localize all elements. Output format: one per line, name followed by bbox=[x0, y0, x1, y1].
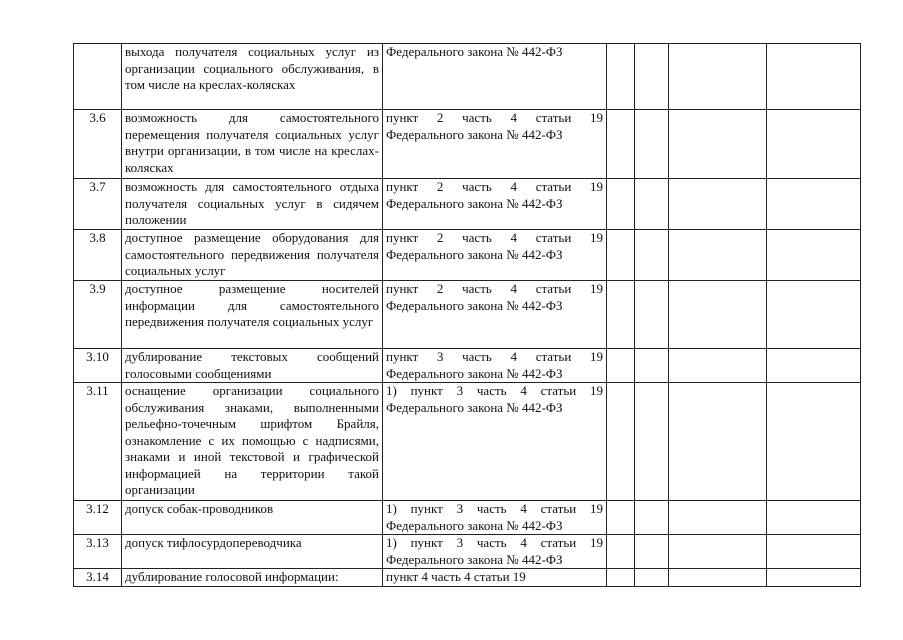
legal-basis-cell: 1) пункт 3 часть 4 статьи 19 Федерального закона № 442-ФЗ bbox=[383, 535, 607, 569]
row-number: 3.9 bbox=[74, 281, 122, 349]
empty-cell bbox=[635, 535, 669, 569]
legal-basis-cell: пункт 2 часть 4 статьи 19 Федерального закона № 442-ФЗ bbox=[383, 281, 607, 349]
empty-cell bbox=[635, 569, 669, 587]
row-number: 3.11 bbox=[74, 383, 122, 501]
empty-cell bbox=[607, 569, 635, 587]
legal-basis-cell: 1) пункт 3 часть 4 статьи 19 Федерального закона № 442-ФЗ bbox=[383, 501, 607, 535]
requirement-cell: дублирование текстовых сообщений голосовыми сообщениями bbox=[122, 349, 383, 383]
requirement-cell: выхода получателя социальных услуг из организации социального обслуживания, в том числе на креслах-колясках bbox=[122, 44, 383, 110]
row-number: 3.14 bbox=[74, 569, 122, 587]
empty-cell bbox=[767, 281, 861, 349]
table-row bbox=[74, 501, 861, 535]
empty-cell bbox=[607, 383, 635, 501]
empty-cell bbox=[767, 230, 861, 281]
empty-cell bbox=[607, 179, 635, 230]
requirement-cell: доступное размещение носителей информации для самостоятельного передвижения получателя социальных услуг bbox=[122, 281, 383, 349]
table-row bbox=[74, 44, 861, 110]
requirement-cell: оснащение организации социального обслуживания знаками, выполненными рельефно-точечным шрифтом Брайля, ознакомление с их помощью с надписями, знаками и иной текстовой и графической информацией на территории такой организации bbox=[122, 383, 383, 501]
legal-basis-cell: Федерального закона № 442-ФЗ bbox=[383, 44, 607, 110]
row-number: 3.10 bbox=[74, 349, 122, 383]
requirement-cell: допуск собак-проводников bbox=[122, 501, 383, 535]
empty-cell bbox=[767, 383, 861, 501]
empty-cell bbox=[669, 383, 767, 501]
row-number: 3.8 bbox=[74, 230, 122, 281]
legal-basis-cell: 1) пункт 3 часть 4 статьи 19 Федерального закона № 442-ФЗ bbox=[383, 383, 607, 501]
empty-cell bbox=[767, 44, 861, 110]
row-number bbox=[74, 44, 122, 110]
empty-cell bbox=[767, 569, 861, 587]
empty-cell bbox=[635, 349, 669, 383]
empty-cell bbox=[607, 230, 635, 281]
empty-cell bbox=[669, 230, 767, 281]
empty-cell bbox=[607, 281, 635, 349]
empty-cell bbox=[669, 349, 767, 383]
empty-cell bbox=[669, 535, 767, 569]
table-row bbox=[74, 230, 861, 281]
row-number: 3.7 bbox=[74, 179, 122, 230]
requirement-cell: дублирование голосовой информации: bbox=[122, 569, 383, 587]
empty-cell bbox=[635, 110, 669, 179]
table-row bbox=[74, 383, 861, 501]
table-row bbox=[74, 110, 861, 179]
legal-basis-cell: пункт 2 часть 4 статьи 19 Федерального закона № 442-ФЗ bbox=[383, 179, 607, 230]
legal-basis-cell: пункт 2 часть 4 статьи 19 Федерального закона № 442-ФЗ bbox=[383, 230, 607, 281]
requirement-cell: доступное размещение оборудования для самостоятельного передвижения получателя социальных услуг bbox=[122, 230, 383, 281]
requirement-cell: возможность для самостоятельного отдыха получателя социальных услуг в сидячем положении bbox=[122, 179, 383, 230]
empty-cell bbox=[635, 281, 669, 349]
empty-cell bbox=[767, 179, 861, 230]
empty-cell bbox=[669, 501, 767, 535]
empty-cell bbox=[607, 501, 635, 535]
legal-basis-cell: пункт 4 часть 4 статьи 19 bbox=[383, 569, 607, 587]
empty-cell bbox=[669, 179, 767, 230]
empty-cell bbox=[607, 349, 635, 383]
table-row bbox=[74, 535, 861, 569]
empty-cell bbox=[767, 110, 861, 179]
empty-cell bbox=[767, 501, 861, 535]
empty-cell bbox=[607, 535, 635, 569]
empty-cell bbox=[767, 535, 861, 569]
empty-cell bbox=[635, 179, 669, 230]
empty-cell bbox=[767, 349, 861, 383]
empty-cell bbox=[669, 569, 767, 587]
empty-cell bbox=[669, 44, 767, 110]
empty-cell bbox=[607, 44, 635, 110]
empty-cell bbox=[635, 501, 669, 535]
empty-cell bbox=[669, 281, 767, 349]
table-row bbox=[74, 179, 861, 230]
legal-basis-cell: пункт 3 часть 4 статьи 19 Федерального закона № 442-ФЗ bbox=[383, 349, 607, 383]
row-number: 3.6 bbox=[74, 110, 122, 179]
legal-basis-cell: пункт 2 часть 4 статьи 19 Федерального закона № 442-ФЗ bbox=[383, 110, 607, 179]
empty-cell bbox=[607, 110, 635, 179]
table-row bbox=[74, 281, 861, 349]
table-row bbox=[74, 349, 861, 383]
row-number: 3.13 bbox=[74, 535, 122, 569]
row-number: 3.12 bbox=[74, 501, 122, 535]
empty-cell bbox=[635, 230, 669, 281]
table-row bbox=[74, 569, 861, 587]
empty-cell bbox=[635, 44, 669, 110]
empty-cell bbox=[635, 383, 669, 501]
requirement-cell: допуск тифлосурдопереводчика bbox=[122, 535, 383, 569]
requirements-table bbox=[73, 43, 861, 587]
requirement-cell: возможность для самостоятельного перемещения получателя социальных услуг внутри организации, в том числе на креслах-колясках bbox=[122, 110, 383, 179]
empty-cell bbox=[669, 110, 767, 179]
